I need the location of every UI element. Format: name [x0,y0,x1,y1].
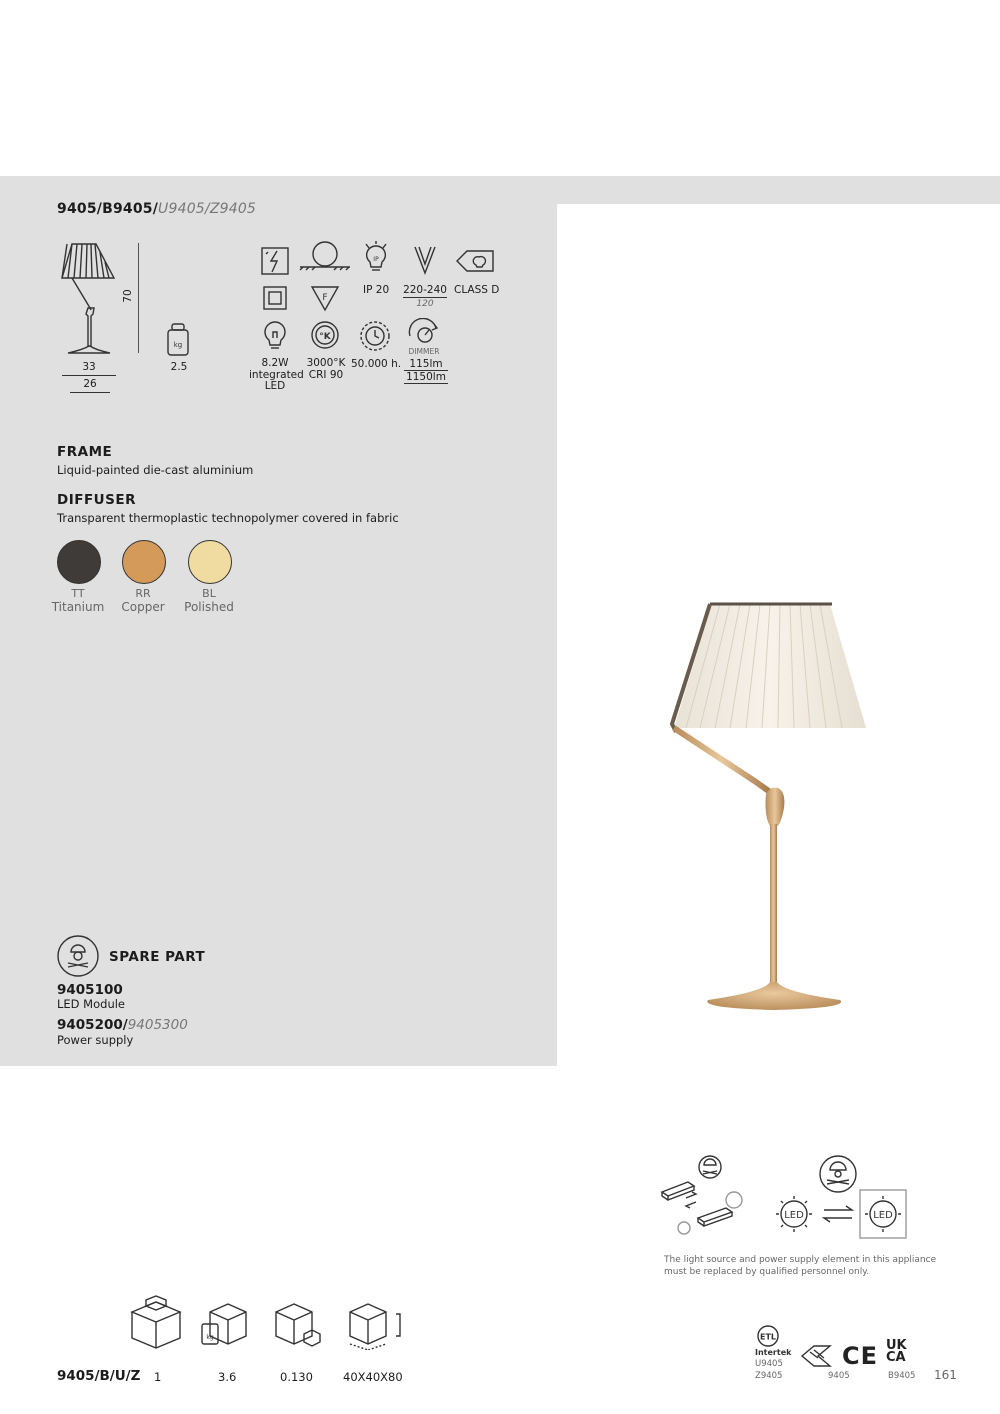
voltage-value: 220-240 [403,284,447,296]
intertek-label: Intertek [755,1348,792,1357]
cert-code-u9405: U9405 [755,1359,783,1369]
led-label-left: LED [784,1210,804,1221]
f-mark-label: F [322,293,328,303]
lumen-value-1: 115lm [404,358,448,371]
frame-heading: FRAME [57,444,113,460]
product-photo-lamp [660,596,875,1016]
power-spec [249,357,304,393]
packaging-weight: 3.6 [218,1370,237,1384]
box-weight-icon [198,1302,250,1348]
class-ii-insulation-icon [262,285,288,311]
ukca-mark [886,1340,907,1364]
finish-code-copper: RR [135,587,151,600]
finish-name-titanium: Titanium [51,600,105,614]
spare-part-code-power-main: 9405200/ [57,1017,128,1033]
f-mark-icon [310,284,340,312]
electric-shock-icon [260,246,290,276]
diffuser-heading: DIFFUSER [57,492,136,508]
ip-icon-label: IP [373,256,379,263]
replacement-note-line2: must be replaced by qualified personnel only. [664,1267,870,1277]
color-temp-value: 3000°K [306,357,346,369]
power-value: 8.2W [261,357,289,369]
ukca-mark-line2: CA [886,1350,906,1365]
weight-icon-label: kg [173,341,183,349]
box-weight-icon-label: kg [206,1334,214,1341]
ip-bulb-icon [362,240,390,274]
height-value: 70 [122,289,134,303]
ip-rating: IP 20 [363,284,390,296]
box-dimensions-icon [342,1300,410,1350]
spare-part-desc-power: Power supply [57,1033,134,1047]
page-number: 161 [934,1368,957,1382]
lamp-outline-drawing [58,238,148,358]
ul-mark-icon [798,1342,834,1370]
cert-code-9405: 9405 [828,1371,850,1381]
color-spec [303,358,349,381]
spare-part-code-power-alt: 9405300 [127,1017,188,1033]
weight-value: 2.5 [170,361,188,373]
spare-part-code-led: 9405100 [57,982,123,998]
cert-code-b9405: B9405 [888,1371,916,1381]
replacement-note [664,1254,944,1278]
spare-part-heading: SPARE PART [109,949,206,965]
finish-name-polished: Polished [184,600,234,614]
diffuser-description: Transparent thermoplastic technopolymer covered in fabric [57,511,399,525]
cert-code-z9405: Z9405 [755,1371,783,1381]
finish-code-polished: BL [202,587,216,600]
product-code-title [57,201,256,217]
finish-code-titanium: TT [71,587,85,600]
etl-mark-icon [752,1324,784,1348]
dimmer-label: DIMMER [408,347,440,356]
color-temperature-icon [310,320,340,350]
packaging-pieces: 1 [154,1370,162,1384]
packaging-size: 40X40X80 [343,1370,403,1384]
energy-class-value: CLASS D [454,284,500,296]
ukca-mark-line1: UK [886,1338,907,1353]
ce-mark: CE [842,1342,879,1370]
dimmer-icon [406,318,444,346]
technician-icon [56,934,100,978]
led-label-right: LED [873,1210,893,1221]
finish-swatch-polished[interactable] [188,540,232,584]
voltage-alt-value: 120 [416,299,434,309]
lumen-spec [404,358,448,384]
surface-mounting-icon [298,240,352,274]
lifetime-value: 50.000 h. [351,358,402,370]
packaging-product-code: 9405/B/U/Z [57,1368,141,1384]
spare-part-code-power [57,1017,188,1033]
kelvin-icon-label: °K [319,332,331,342]
shade-diameter-value: 26 [70,378,110,393]
base-diameter-value: 33 [62,361,116,376]
etl-mark-label: ETL [759,1332,777,1342]
bulb-icon [262,320,288,352]
pieces-per-box-icon [126,1294,186,1350]
energy-class-icon [455,249,495,275]
power-note-led: LED [264,380,286,392]
finish-name-copper: Copper [121,600,165,614]
weight-icon [166,323,192,357]
finish-swatch-copper[interactable] [122,540,166,584]
voltage-icon [412,244,438,276]
lumen-value-2: 1150lm [404,371,448,384]
box-volume-icon [272,1302,322,1348]
frame-description: Liquid-painted die-cast aluminium [57,463,254,477]
cri-value: CRI 90 [308,368,344,381]
lifetime-icon [358,318,392,352]
height-dimension-line [138,243,139,353]
led-replacement-diagram [772,1152,912,1242]
module-replacement-diagram [656,1152,752,1242]
product-code-alt: U9405/Z9405 [158,201,257,217]
finish-swatch-titanium[interactable] [57,540,101,584]
packaging-volume: 0.130 [280,1370,313,1384]
power-note-integrated: integrated [249,368,304,381]
replacement-note-line1: The light source and power supply element in this appliance [664,1255,937,1265]
spare-part-desc-led: LED Module [57,997,126,1011]
product-code-main: 9405/B9405/ [57,201,159,217]
